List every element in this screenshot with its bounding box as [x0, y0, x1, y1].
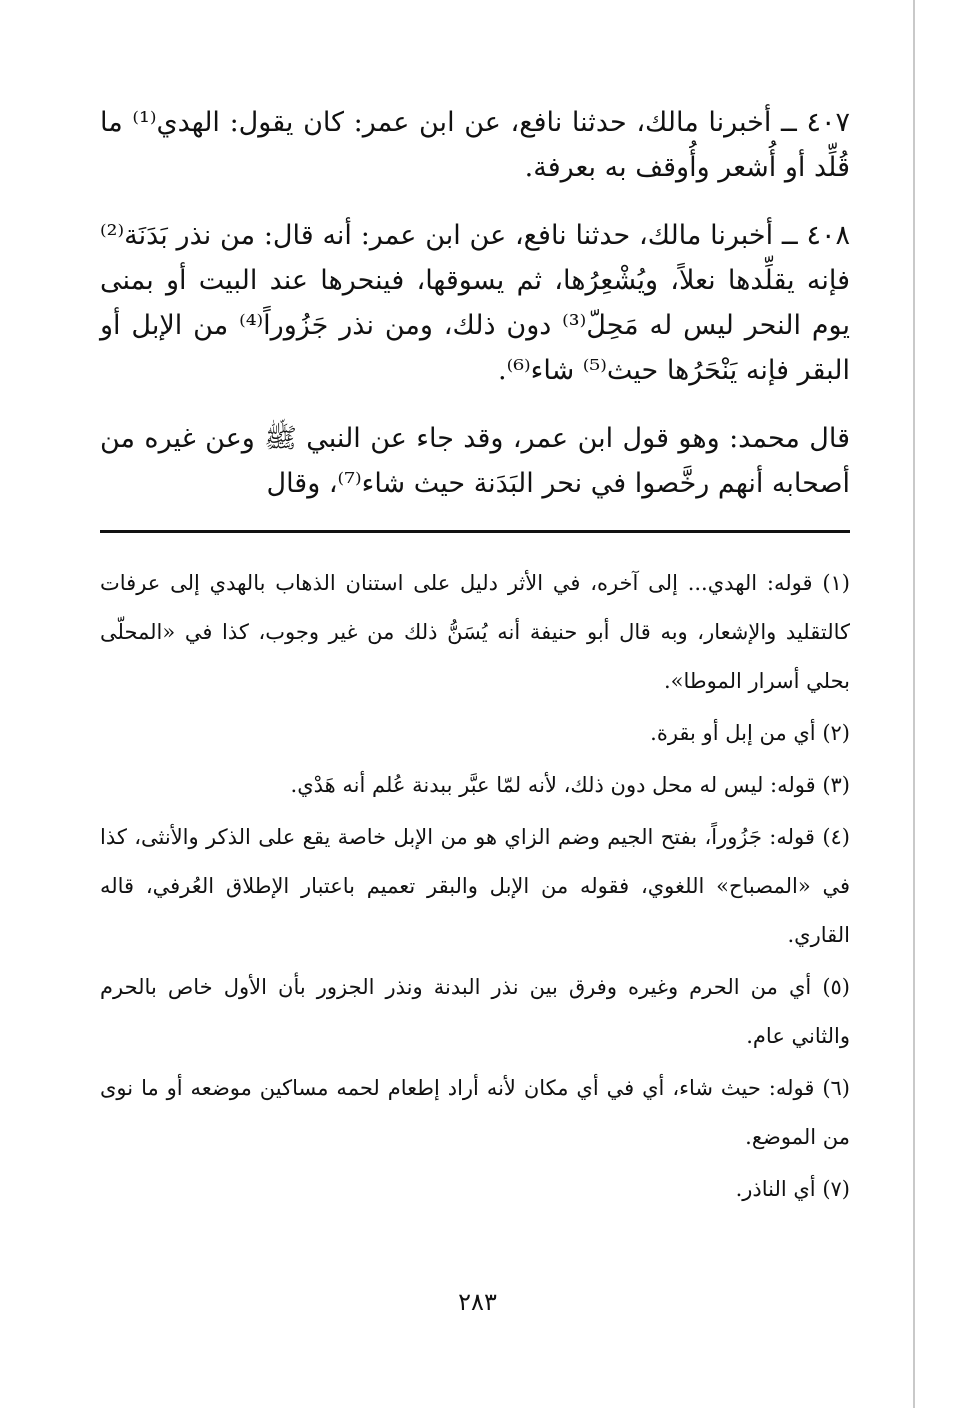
- footnote-5: (٥) أي من الحرم وغيره وفرق بين نذر البدنة ونذر الجزور بأن الأول خاص بالحرم والثاني عام.: [100, 975, 850, 1048]
- footnote-7: (٧) أي الناذر.: [735, 1177, 850, 1201]
- footnote-4: (٤) قوله: جَزُوراً، بفتح الجيم وضم الزاي هو من الإبل خاصة يقع على الذكر والأنثى، كذا في «المصباح» اللغوي، فقوله من الإبل والبقر تعميم باعتبار الإطلاق العُرفي، قاله القاري.: [100, 825, 850, 947]
- footnote-separator: [100, 530, 850, 533]
- footnote-1: (١) قوله: الهدي... إلى آخره، في الأثر دليل على استنان الذهاب بالهدي إلى عرفات كالتقليد والإشعار، وبه قال أبو حنيفة أنه يُسَنُّ ذلك من غير وجوب، كذا في «المحلّى بحلي أسرار الموطا».: [100, 571, 850, 693]
- hadith-407: ٤٠٧ ــ أخبرنا مالك، حدثنا نافع، عن ابن عمر: كان يقول: الهدي⁽¹⁾ ما قُلِّد أو أُشعر وأُوقف به بعرفة.: [100, 107, 850, 183]
- commentary-muhammad: قال محمد: وهو قول ابن عمر، وقد جاء عن النبي ﷺ وعن غيره من أصحابه أنهم رخَّصوا في نحر البَدَنة حيث شاء⁽⁷⁾، وقال: [100, 423, 850, 499]
- footnote-6: (٦) قوله: حيث شاء، أي في أي مكان لأنه أراد إطعام لحمه مساكين موضعه أو ما نوى من الموضع.: [100, 1076, 850, 1149]
- hadith-408: ٤٠٨ ــ أخبرنا مالك، حدثنا نافع، عن ابن عمر: أنه قال: من نذر بَدَنَة⁽²⁾ فإنه يقلِّدها نعلاً، ويُشْعِرُها، ثم يسوقها، فينحرها عند البيت أو بمنى يوم النحر ليس له مَحِلّ⁽³⁾ دون ذلك، ومن نذر جَزُوراً⁽⁴⁾ من الإبل أو البقر فإنه يَنْحَرُها حيث⁽⁵⁾ شاء⁽⁶⁾.: [100, 220, 851, 386]
- footnote-3: (٣) قوله: ليس له محل دون ذلك، لأنه لمّا عبَّر ببدنة عُلم أنه هَدْي.: [290, 773, 850, 797]
- page-number: ٢٨٣: [458, 1288, 497, 1316]
- page-body: [100, 100, 850, 1217]
- page-edge-line: [913, 0, 915, 1408]
- footnote-2: (٢) أي من إبل أو بقرة.: [650, 721, 850, 745]
